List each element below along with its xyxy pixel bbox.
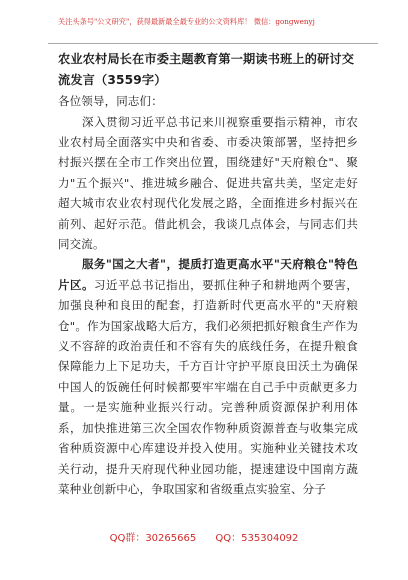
header-divider bbox=[48, 43, 378, 44]
footer-qq: QQ：535304092 bbox=[215, 533, 299, 544]
paragraph-2-text: 习近平总书记指出，要抓住种子和耕地两个要害，加强良种和良田的配套，打造新时代更高水平的"天府粮仓"。作为国家战略大后方，我们必须把抓好粮食生产作为义不容辞的政治责任和不容有失的底线任务，在提升粮食保障能力上下足功夫，千方百计守护平原良田沃土为确保中国人的饭碗任何时候都要牢牢端在自己手中贡献更多力量。一是实施种业振兴行动。完善种质资源保护利用体系，加快推进第三次全国农作物种质资源普查与收集完成省种质资源中心库建设并投入使用。实施种业关键技术攻关行动，提升天府现代种业园功能，提速建设中国南方蔬菜种业创新中心，争取国家和省级重点实验室、分子 bbox=[58, 277, 358, 496]
document-body bbox=[58, 49, 358, 499]
header-note: 关注头条号"公文研究"，获得最新最全最专业的公文资料库！ 微信：gongwenyj bbox=[58, 17, 315, 26]
document-title: 农业农村局长在市委主题教育第一期读书班上的研讨交流发言（3559字） bbox=[58, 52, 355, 87]
paragraph-1: 深入贯彻习近平总书记来川视察重要指示精神，市农业农村局全面落实中央和省委、市委决策部署，坚持把乡村振兴摆在全市工作突出位置，围绕建好"天府粮仓"、聚力"五个振兴"、推进城乡融合、促进共富共美，坚定走好超大城市农业农村现代化发展之路，全面推进乡村振兴在前列、起好示范。借此机会，我谈几点体会，与同志们共同交流。 bbox=[58, 114, 358, 252]
salutation: 各位领导，同志们： bbox=[58, 94, 163, 109]
paragraph-2 bbox=[58, 254, 358, 499]
footer-qq-group: QQ群：30265665 bbox=[109, 533, 197, 544]
section-1-heading: 服务"国之大者"，提质打造更高水平"天府粮仓"特色片区。 bbox=[58, 257, 358, 292]
footer bbox=[0, 533, 408, 545]
